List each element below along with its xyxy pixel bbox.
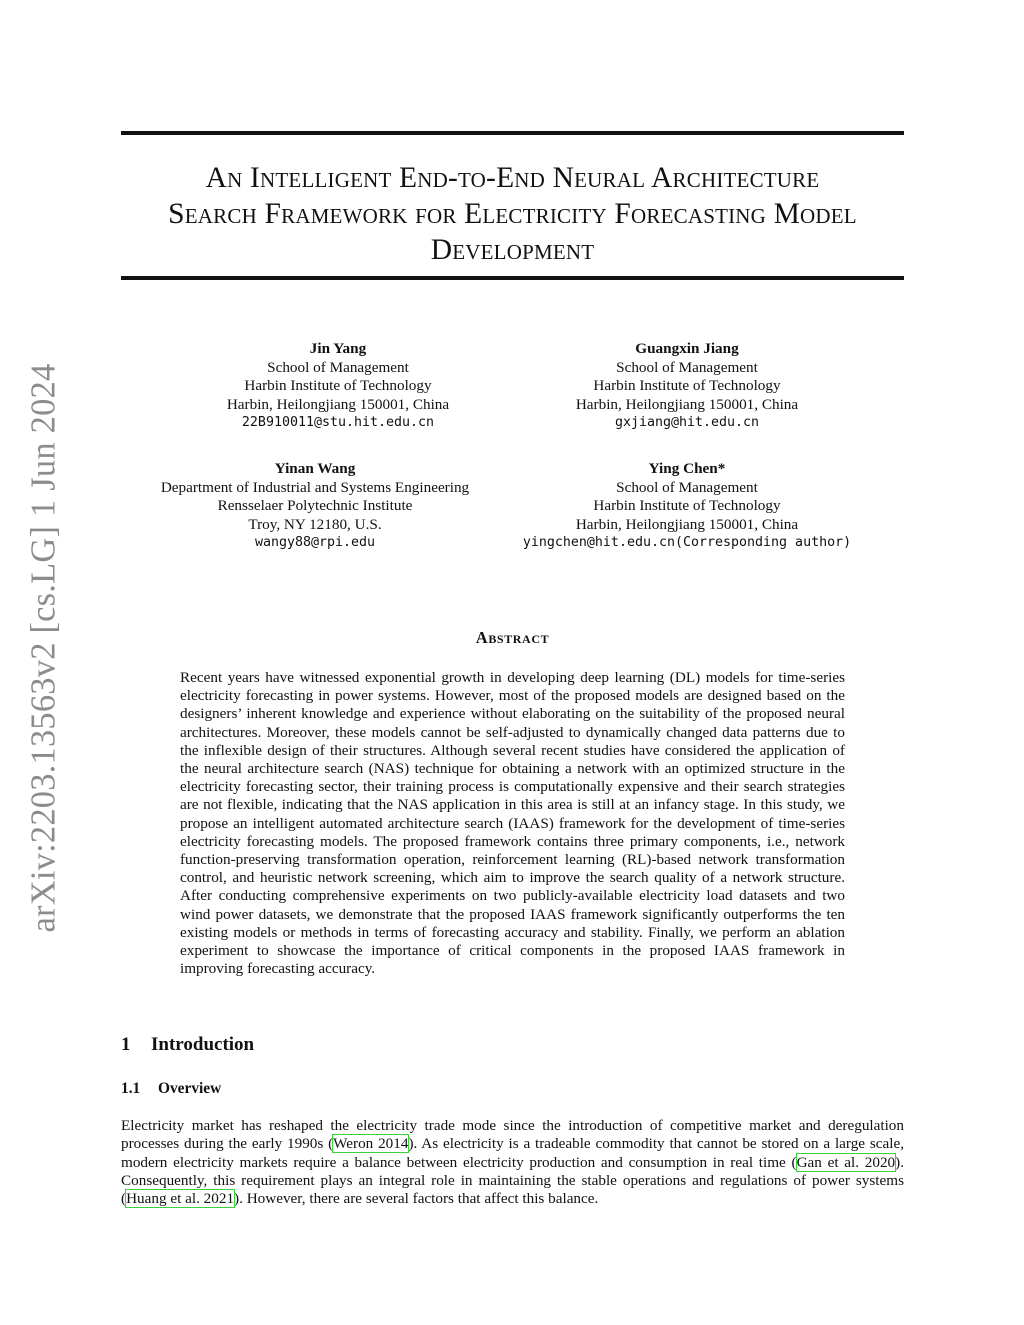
introduction-paragraph	[121, 1117, 904, 1208]
abstract-paragraph: Recent years have witnessed exponential growth in developing deep learning (DL) models for time-series electricity forecasting in power systems. However, most of the proposed models are designed based on the designers’ inherent knowledge and experience without elaborating on the suitability of the proposed neural architectures. Moreover, these models cannot be self-adjusted to dynamically changed data patterns due to the inflexible design of their structures. Although several recent studies have considered the application of the neural architecture search (NAS) technique for obtaining a network with an optimized structure in the electricity forecasting sector, their training process is computationally expensive and their search strategies are not flexible, indicating that the NAS application in this area is still at an infancy stage. In this study, we propose an intelligent automated architecture search (IAAS) framework for the development of time-series electricity forecasting models. The proposed framework contains three primary components, i.e., network function-preserving transformation operation, reinforcement learning (RL)-based network transformation control, and heuristic network screening, which aim to improve the search quality of a network structure. After conducting comprehensive experiments on two publicly-available electricity load datasets and two wind power datasets, we demonstrate that the proposed IAAS framework significantly outperforms the ten existing models or methods in terms of forecasting accuracy and stability. Finally, we perform an ablation experiment to showcase the importance of critical components in the proposed IAAS framework in improving forecasting accuracy.	[180, 669, 845, 978]
author-affiliation-line: Harbin, Heilongjiang 150001, China	[226, 395, 450, 413]
author-affiliation-line: Harbin, Heilongjiang 150001, China	[575, 515, 799, 533]
author-block	[115, 460, 515, 553]
author-block	[487, 460, 887, 553]
paragraph-text: Electricity market has reshaped the electricity trade mode since the introduction of competitive market and deregulation processes during the early 1990s (	[121, 1117, 904, 1153]
author-affiliation-line: School of Management	[616, 478, 758, 496]
author-name: Ying Chen*	[648, 460, 726, 477]
title-line: Development	[430, 234, 595, 266]
author-block	[487, 340, 887, 433]
introduction-body	[121, 1117, 904, 1208]
title-top-rule	[121, 131, 904, 135]
author-name: Guangxin Jiang	[635, 340, 739, 357]
paragraph-text: ). Consequently, this requirement plays an integral role in maintaining the stable operations and regulations of power systems (	[121, 1153, 904, 1208]
section-number: 1	[121, 1034, 131, 1055]
subsection-number: 1.1	[121, 1080, 141, 1097]
author-affiliation-line: Rensselaer Polytechnic Institute	[217, 497, 413, 514]
author-block	[138, 340, 538, 433]
author-affiliation-line: Harbin, Heilongjiang 150001, China	[575, 395, 799, 413]
arxiv-identifier-stamp[interactable]: arXiv:2203.13563v2 [cs.LG] 1 Jun 2024	[24, 363, 63, 933]
title-bottom-rule	[121, 276, 904, 280]
title-line: Search Framework for Electricity Forecasting Model	[168, 198, 857, 230]
author-email[interactable]: yingchen@hit.edu.cn(Corresponding author)	[522, 535, 852, 550]
author-affiliation-line: School of Management	[267, 358, 409, 376]
author-name: Yinan Wang	[274, 460, 356, 477]
citation-link[interactable]: Huang et al. 2021	[126, 1190, 235, 1208]
author-affiliation-line: School of Management	[616, 358, 758, 376]
author-email[interactable]: gxjiang@hit.edu.cn	[614, 415, 760, 430]
subsection-title: Overview	[158, 1080, 222, 1097]
author-email[interactable]: wangy88@rpi.edu	[254, 535, 376, 550]
citation-link[interactable]: Gan et al. 2020	[796, 1153, 896, 1171]
abstract-heading: Abstract	[475, 628, 550, 647]
abstract-body	[180, 669, 845, 978]
author-affiliation-line: Harbin Institute of Technology	[593, 497, 781, 514]
author-affiliation-line: Harbin Institute of Technology	[244, 377, 432, 394]
subsection-heading-overview	[121, 1080, 221, 1098]
author-affiliation-line: Harbin Institute of Technology	[593, 377, 781, 394]
paragraph-text: ). As electricity is a tradeable commodity that cannot be stored on a large scale, modern electricity markets require a balance between electricity production and consumption in real time (	[121, 1135, 905, 1171]
author-affiliation-line: Department of Industrial and Systems Engineering	[160, 478, 470, 496]
title-line: An Intelligent End-to-End Neural Architecture	[205, 162, 820, 194]
section-title: Introduction	[151, 1034, 255, 1055]
paper-title	[121, 160, 904, 268]
author-email[interactable]: 22B910011@stu.hit.edu.cn	[241, 415, 435, 430]
paragraph-text: ). However, there are several factors that affect this balance.	[234, 1190, 599, 1208]
author-affiliation-line: Troy, NY 12180, U.S.	[248, 515, 382, 533]
citation-link[interactable]: Weron 2014	[333, 1135, 409, 1153]
section-heading-introduction	[121, 1034, 254, 1056]
author-name: Jin Yang	[309, 340, 367, 357]
